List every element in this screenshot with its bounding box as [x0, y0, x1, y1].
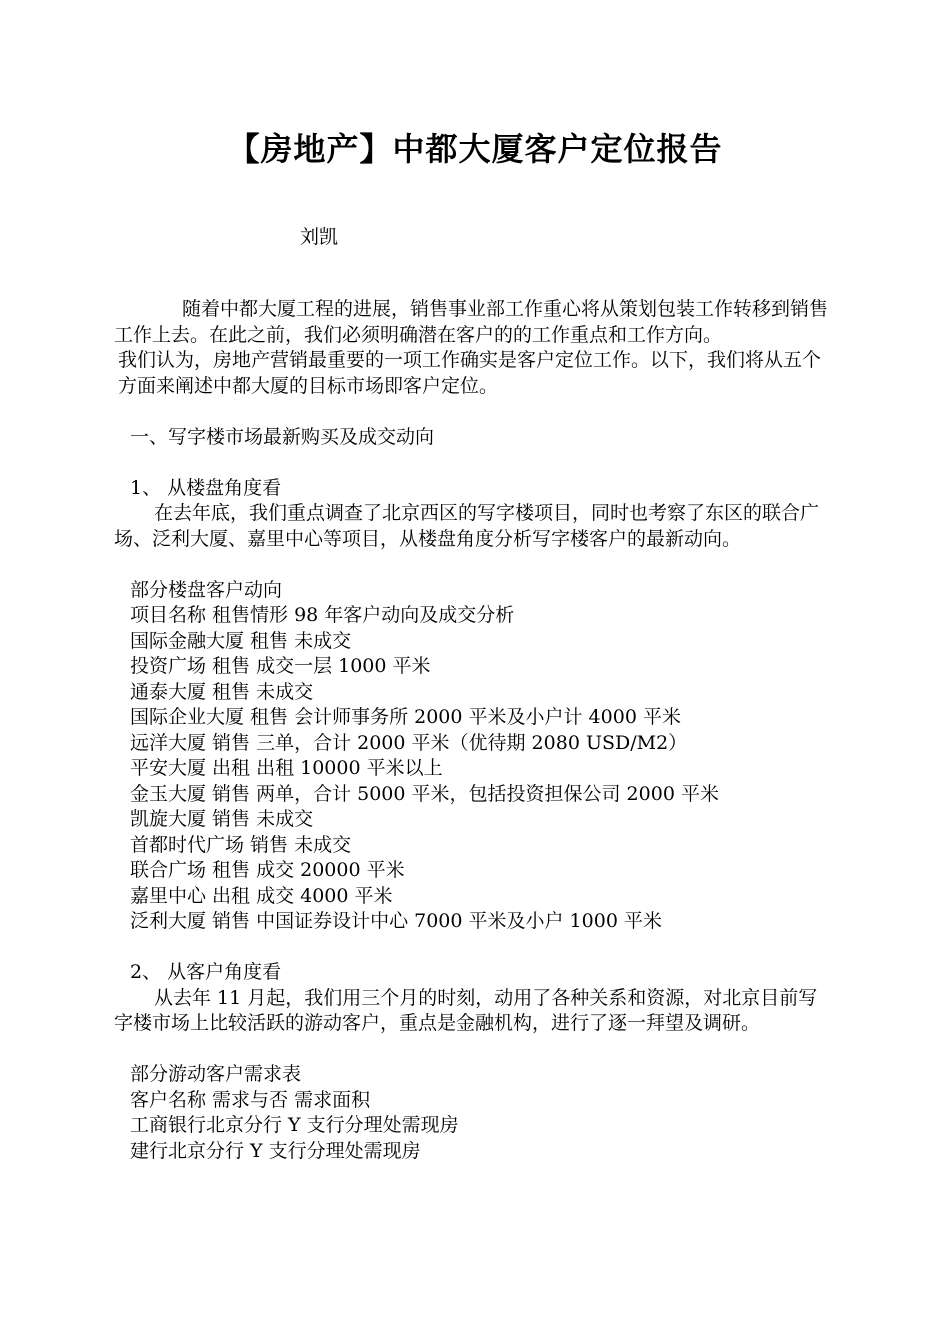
document-body [114, 297, 830, 1164]
table-row: 金玉大厦 销售 两单，合计 5000 平米，包括投资担保公司 2000 平米 [130, 782, 719, 805]
table-header: 客户名称 需求与否 需求面积 [130, 1088, 371, 1111]
subsection-1-heading: 1、 从楼盘角度看 [130, 476, 282, 499]
author-name: 刘凯 [300, 226, 339, 248]
table-row: 建行北京分行 Y 支行分理处需现房 [130, 1139, 421, 1162]
table-row: 凯旋大厦 销售 未成交 [130, 808, 314, 830]
document-title: 【房地产】中都大厦客户定位报告 [227, 130, 723, 168]
intro-paragraph-2: 我们认为，房地产营销最重要的一项工作确实是客户定位工作。以下，我们将从五个方面来阐述中都大厦的目标市场即客户定位。 [118, 349, 822, 397]
table-header: 项目名称 租售情形 98 年客户动向及成交分析 [130, 604, 515, 626]
table-row: 泛利大厦 销售 中国证券设计中心 7000 平米及小户 1000 平米 [130, 910, 662, 932]
table-caption: 部分游动客户需求表 [130, 1063, 302, 1085]
table-caption: 部分楼盘客户动向 [130, 578, 283, 601]
intro-paragraph-1: 随着中都大厦工程的进展，销售事业部工作重心将从策划包装工作转移到销售工作上去。在此之前，我们必须明确潜在客户的的工作重点和工作方向。 [114, 298, 829, 346]
subsection-2-paragraph: 从去年 11 月起，我们用三个月的时刻，动用了各种关系和资源，对北京目前写字楼市场上比较活跃的游动客户，重点是金融机构，进行了逐一拜望及调研。 [114, 986, 818, 1034]
table-row: 首都时代广场 销售 未成交 [130, 833, 352, 856]
table-row: 投资广场 租售 成交一层 1000 平米 [130, 655, 431, 677]
table-row: 通泰大厦 租售 未成交 [130, 680, 314, 703]
subsection-1-paragraph: 在去年底，我们重点调查了北京西区的写字楼项目，同时也考察了东区的联合广场、泛利大厦、嘉里中心等项目，从楼盘角度分析写字楼客户的最新动向。 [114, 502, 820, 550]
table-row: 平安大厦 出租 出租 10000 平米以上 [130, 757, 443, 779]
building-client-table [114, 578, 830, 935]
table-row: 国际金融大厦 租售 未成交 [130, 629, 352, 652]
table-row: 工商银行北京分行 Y 支行分理处需现房 [130, 1114, 459, 1136]
table-row: 嘉里中心 出租 成交 4000 平米 [130, 884, 393, 907]
table-row: 联合广场 租售 成交 20000 平米 [130, 859, 405, 881]
client-demand-table [114, 1062, 830, 1164]
subsection-2-heading: 2、 从客户角度看 [130, 961, 282, 983]
table-row: 国际企业大厦 租售 会计师事务所 2000 平米及小户计 4000 平米 [130, 706, 681, 728]
table-row: 远洋大厦 销售 三单，合计 2000 平米（优待期 2080 USD/M2） [130, 731, 688, 754]
section-1-heading: 一、写字楼市场最新购买及成交动向 [130, 425, 435, 448]
